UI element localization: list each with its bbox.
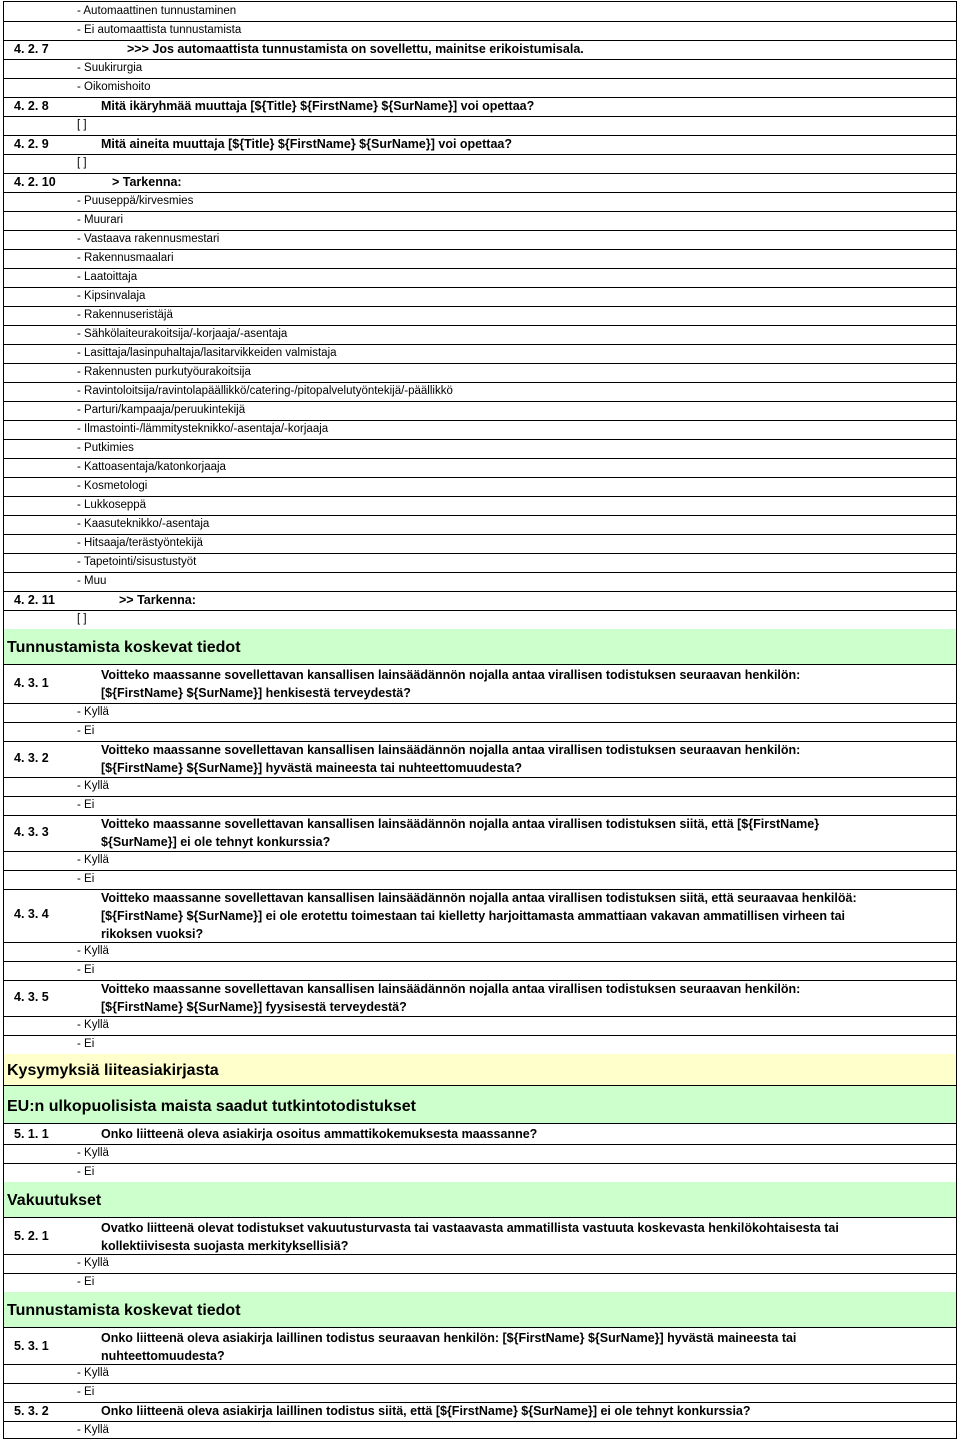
section-header-non-eu-diplomas: EU:n ulkopuolisista maista saadut tutkintotodistukset — [4, 1086, 956, 1124]
option-row — [4, 363, 956, 383]
option-row — [4, 870, 956, 890]
question-text — [101, 980, 942, 1016]
option-row — [4, 777, 956, 797]
question-number: 5. 2. 1 — [14, 1229, 49, 1243]
option-row — [4, 1254, 956, 1274]
occupation-option[interactable]: - Tapetointi/sisustustyöt — [77, 556, 197, 568]
option-row — [4, 796, 956, 816]
option-row — [4, 534, 956, 554]
question-line-1: Voitteko maassanne sovellettavan kansallisen lainsäädännön nojalla antaa virallisen todistuksen seuraavan henkilön: — [101, 743, 801, 757]
option-row — [4, 572, 956, 592]
option-no[interactable]: - Ei — [77, 799, 95, 811]
option-row — [4, 325, 956, 345]
question-4-3-4 — [4, 889, 956, 943]
answer-row — [4, 154, 956, 174]
question-text: Mitä aineita muuttaja [${Title} ${FirstName} ${SurName}] voi opettaa? — [101, 137, 512, 151]
option-no[interactable]: - Ei — [77, 1038, 95, 1050]
option-row — [4, 1364, 956, 1384]
question-number: 5. 1. 1 — [14, 1127, 49, 1141]
question-4-3-2 — [4, 741, 956, 778]
question-4-2-10 — [4, 173, 956, 193]
question-4-3-5 — [4, 980, 956, 1017]
option-no[interactable]: - Ei — [77, 1386, 95, 1398]
option-yes[interactable]: - Kyllä — [77, 1019, 109, 1031]
option-no-automatic-recognition: - Ei automaattista tunnustamista — [77, 24, 242, 36]
question-text — [101, 741, 942, 777]
option-no[interactable]: - Ei — [77, 1166, 95, 1178]
option-row — [4, 344, 956, 364]
question-5-3-1 — [4, 1328, 956, 1365]
question-line-2: nuhteettomuudesta? — [101, 1349, 225, 1363]
occupation-option[interactable]: - Parturi/kampaaja/peruukintekijä — [77, 404, 246, 416]
option-yes[interactable]: - Kyllä — [77, 706, 109, 718]
question-number: 4. 3. 1 — [14, 676, 49, 690]
section-header-recognition-info: Tunnustamista koskevat tiedot — [4, 629, 956, 665]
option-row — [4, 439, 956, 459]
question-text: Onko liitteenä oleva asiakirja laillinen todistus siitä, että [${FirstName} ${SurName}] ei ole tehnyt konkurssia? — [101, 1404, 751, 1418]
question-line-1: Onko liitteenä oleva asiakirja laillinen todistus seuraavan henkilön: [${FirstName} ${SurName}] hyvästä maineesta tai — [101, 1331, 797, 1345]
question-text — [101, 666, 942, 702]
option-row — [4, 477, 956, 497]
option-yes[interactable]: - Kyllä — [77, 1424, 109, 1436]
occupation-option[interactable]: - Rakennuseristäjä — [77, 309, 173, 321]
option-row — [4, 1016, 956, 1036]
option-row — [4, 1144, 956, 1164]
occupation-option[interactable]: - Rakennusmaalari — [77, 252, 174, 264]
section-header-attachment-questions: Kysymyksiä liiteasiakirjasta — [4, 1054, 956, 1086]
question-text — [101, 1329, 942, 1365]
answer-field[interactable]: [ ] — [77, 613, 87, 625]
option-row — [4, 942, 956, 962]
question-line-1: Voitteko maassanne sovellettavan kansallisen lainsäädännön nojalla antaa virallisen todistuksen siitä, että [${FirstName} — [101, 817, 820, 831]
answer-field[interactable]: [ ] — [77, 157, 87, 169]
option-automatic-recognition: - Automaattinen tunnustaminen — [77, 5, 237, 17]
answer-row — [4, 610, 956, 630]
question-number: 4. 3. 2 — [14, 751, 49, 765]
option-row — [4, 851, 956, 871]
answer-row — [4, 116, 956, 136]
option-row — [4, 382, 956, 402]
section-header-insurance: Vakuutukset — [4, 1182, 956, 1218]
question-4-3-1 — [4, 665, 956, 704]
question-line-2: kollektiivisesta suojasta merkityksellisiä? — [101, 1239, 349, 1253]
option-row — [4, 2, 956, 22]
section-header-recognition-info-2: Tunnustamista koskevat tiedot — [4, 1292, 956, 1328]
question-5-3-2 — [4, 1402, 956, 1422]
occupation-option[interactable]: - Ilmastointi-/lämmitysteknikko/-asentaja/-korjaaja — [77, 423, 329, 435]
option-orthodontics: - Oikomishoito — [77, 81, 151, 93]
question-4-2-9 — [4, 135, 956, 155]
question-number: 4. 2. 8 — [14, 99, 49, 113]
question-line-2: [${FirstName} ${SurName}] fyysisestä terveydestä? — [101, 1000, 407, 1014]
question-number: 5. 3. 1 — [14, 1339, 49, 1353]
occupation-option[interactable]: - Putkimies — [77, 442, 134, 454]
occupation-option[interactable]: - Vastaava rakennusmestari — [77, 233, 220, 245]
question-number: 4. 2. 7 — [14, 42, 49, 56]
option-row — [4, 515, 956, 535]
question-text: >>> Jos automaattista tunnustamista on sovellettu, mainitse erikoistumisala. — [127, 42, 584, 56]
option-no[interactable]: - Ei — [77, 1276, 95, 1288]
option-row — [4, 306, 956, 326]
option-row — [4, 268, 956, 288]
question-4-2-8 — [4, 97, 956, 117]
option-yes[interactable]: - Kyllä — [77, 1367, 109, 1379]
option-yes[interactable]: - Kyllä — [77, 945, 109, 957]
question-line-2: [${FirstName} ${SurName}] ei ole erotettu toimestaan tai kielletty harjoittamasta ammattiaan vakavan ammatillisen virheen tai — [101, 909, 846, 923]
option-row — [4, 287, 956, 307]
question-line-1: Voitteko maassanne sovellettavan kansallisen lainsäädännön nojalla antaa virallisen todistuksen seuraavan henkilön: — [101, 668, 801, 682]
option-row — [4, 192, 956, 212]
option-row — [4, 1421, 956, 1440]
option-row — [4, 230, 956, 250]
question-number: 4. 2. 11 — [14, 593, 56, 607]
question-4-2-11 — [4, 591, 956, 611]
option-yes[interactable]: - Kyllä — [77, 780, 109, 792]
occupation-option[interactable]: - Rakennusten purkutyöurakoitsija — [77, 366, 251, 378]
option-row — [4, 21, 956, 41]
option-no[interactable]: - Ei — [77, 964, 95, 976]
occupation-option[interactable]: - Muurari — [77, 214, 124, 226]
option-yes[interactable]: - Kyllä — [77, 854, 109, 866]
option-row — [4, 1163, 956, 1183]
question-text: Onko liitteenä oleva asiakirja osoitus ammattikokemuksesta maassanne? — [101, 1127, 538, 1141]
option-oral-surgery: - Suukirurgia — [77, 62, 143, 74]
question-line-1: Voitteko maassanne sovellettavan kansallisen lainsäädännön nojalla antaa virallisen todistuksen siitä, että seuraavaa henkilöä: — [101, 891, 857, 905]
question-4-3-3 — [4, 815, 956, 852]
occupation-option[interactable]: - Sähkölaiteurakoitsija/-korjaaja/-asentaja — [77, 328, 288, 340]
question-number: 4. 3. 4 — [14, 907, 49, 921]
occupation-option[interactable]: - Puuseppä/kirvesmies — [77, 195, 194, 207]
option-row — [4, 420, 956, 440]
option-row — [4, 211, 956, 231]
option-row — [4, 1383, 956, 1403]
question-text: Mitä ikäryhmää muuttaja [${Title} ${FirstName} ${SurName}] voi opettaa? — [101, 99, 535, 113]
option-row — [4, 78, 956, 98]
question-number: 4. 3. 5 — [14, 990, 49, 1004]
question-number: 4. 2. 9 — [14, 137, 49, 151]
question-text: >> Tarkenna: — [119, 593, 196, 607]
occupation-option[interactable]: - Muu — [77, 575, 107, 587]
question-line-3: rikoksen vuoksi? — [101, 927, 204, 941]
question-number: 4. 2. 10 — [14, 175, 56, 189]
document-page — [3, 1, 957, 1439]
occupation-option[interactable]: - Lukkoseppä — [77, 499, 147, 511]
option-no[interactable]: - Ei — [77, 725, 95, 737]
occupation-option[interactable]: - Kattoasentaja/katonkorjaaja — [77, 461, 226, 473]
option-yes[interactable]: - Kyllä — [77, 1257, 109, 1269]
answer-field[interactable]: [ ] — [77, 119, 87, 131]
question-number: 5. 3. 2 — [14, 1404, 49, 1418]
question-line-2: ${SurName}] ei ole tehnyt konkurssia? — [101, 835, 331, 849]
option-row — [4, 496, 956, 516]
question-5-1-1 — [4, 1124, 956, 1145]
option-row — [4, 703, 956, 723]
question-line-2: [${FirstName} ${SurName}] hyvästä maineesta tai nuhteettomuudesta? — [101, 761, 522, 775]
option-row — [4, 1035, 956, 1055]
option-yes[interactable]: - Kyllä — [77, 1147, 109, 1159]
question-line-1: Voitteko maassanne sovellettavan kansallisen lainsäädännön nojalla antaa virallisen todistuksen seuraavan henkilön: — [101, 982, 801, 996]
option-no[interactable]: - Ei — [77, 873, 95, 885]
question-line-1: Ovatko liitteenä olevat todistukset vakuutusturvasta tai vastaavasta ammatillista vastuuta koskevasta henkilökohtaisesta tai — [101, 1221, 839, 1235]
option-row — [4, 722, 956, 742]
option-row — [4, 249, 956, 269]
occupation-option[interactable]: - Laatoittaja — [77, 271, 138, 283]
question-line-2: [${FirstName} ${SurName}] henkisestä terveydestä? — [101, 686, 411, 700]
question-number: 4. 3. 3 — [14, 825, 49, 839]
option-row — [4, 1273, 956, 1293]
question-text — [101, 815, 942, 851]
option-row — [4, 401, 956, 421]
occupation-option[interactable]: - Hitsaaja/terästyöntekijä — [77, 537, 203, 549]
question-text — [101, 1219, 942, 1255]
occupation-option[interactable]: - Ravintoloitsija/ravintolapäällikkö/catering-/pitopalvelutyöntekijä/-päällikkö — [77, 385, 453, 397]
occupation-option[interactable]: - Kaasuteknikko/-asentaja — [77, 518, 210, 530]
occupation-option[interactable]: - Kipsinvalaja — [77, 290, 146, 302]
occupation-option[interactable]: - Kosmetologi — [77, 480, 148, 492]
option-row — [4, 961, 956, 981]
question-text: > Tarkenna: — [112, 175, 182, 189]
option-row — [4, 553, 956, 573]
question-text — [101, 889, 942, 943]
option-row — [4, 59, 956, 79]
occupation-option[interactable]: - Lasittaja/lasinpuhaltaja/lasitarvikkeiden valmistaja — [77, 347, 337, 359]
question-5-2-1 — [4, 1218, 956, 1255]
question-4-2-7 — [4, 40, 956, 60]
option-row — [4, 458, 956, 478]
